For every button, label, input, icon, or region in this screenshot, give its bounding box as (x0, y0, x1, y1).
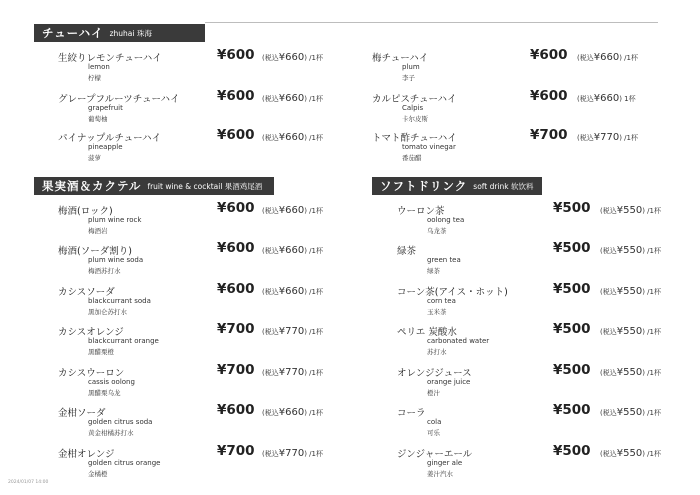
tax-label: (税込 (600, 450, 617, 458)
item-price: ¥700 (217, 443, 255, 459)
tax-amount: ¥550 (616, 286, 643, 297)
tax-amount: ¥660 (593, 93, 620, 104)
item-english: pineapple (88, 143, 123, 151)
item-tax-price (577, 93, 636, 104)
item-tax-price (600, 286, 661, 297)
item-english: tomato vinegar (402, 143, 456, 151)
item-tax-price (600, 245, 661, 256)
tax-suffix: ) 1杯 (619, 95, 636, 103)
tax-label: (税込 (262, 328, 279, 336)
item-name: ジンジャーエール (397, 449, 473, 460)
tax-amount: ¥660 (278, 245, 305, 256)
top-rule (205, 22, 658, 23)
item-price: ¥500 (553, 321, 591, 337)
item-tax-price (262, 93, 323, 104)
tax-label: (税込 (262, 95, 279, 103)
item-english: plum wine rock (88, 216, 142, 224)
section-header-fruit-wine (34, 177, 274, 195)
item-english: blackcurrant soda (88, 297, 151, 305)
item-name: 梅酒(ソーダ割り) (58, 246, 132, 257)
menu-item (58, 47, 358, 84)
tax-suffix: ) /1杯 (642, 207, 661, 215)
tax-amount: ¥660 (278, 407, 305, 418)
section-subtitle: zhuhai 珠海 (109, 28, 152, 38)
tax-amount: ¥550 (616, 245, 643, 256)
item-chinese: 金橘橙 (88, 470, 108, 478)
item-price: ¥700 (530, 127, 568, 143)
tax-amount: ¥660 (278, 52, 305, 63)
tax-amount: ¥550 (616, 326, 643, 337)
item-price: ¥600 (217, 127, 255, 143)
item-tax-price (262, 205, 323, 216)
item-chinese: 菠萝 (88, 154, 101, 162)
item-chinese: 梅酒岩 (88, 227, 108, 235)
item-name: コーン茶(アイス・ホット) (397, 287, 508, 298)
item-name: カルピスチューハイ (372, 94, 457, 105)
item-price: ¥600 (530, 47, 568, 63)
item-english: plum (402, 63, 420, 71)
tax-amount: ¥660 (278, 132, 305, 143)
item-price: ¥500 (553, 443, 591, 459)
section-subtitle: fruit wine & cocktail 果酒鸡尾酒 (147, 181, 263, 191)
tax-label: (税込 (600, 207, 617, 215)
menu-item (58, 281, 358, 318)
tax-suffix: ) /1杯 (304, 409, 323, 417)
menu-item (58, 321, 358, 358)
tax-label: (税込 (262, 207, 279, 215)
item-tax-price (600, 407, 661, 418)
item-price: ¥500 (553, 281, 591, 297)
item-chinese: 黑醋栗乌龙 (88, 389, 121, 397)
item-price: ¥600 (217, 281, 255, 297)
item-tax-price (262, 286, 323, 297)
tax-amount: ¥770 (278, 367, 305, 378)
item-chinese: 柠檬 (88, 74, 101, 82)
item-chinese: 黑加仑苏打水 (88, 308, 127, 316)
tax-suffix: ) /1杯 (304, 450, 323, 458)
tax-amount: ¥660 (278, 286, 305, 297)
item-tax-price (262, 132, 323, 143)
item-price: ¥500 (553, 402, 591, 418)
item-chinese: 玉米茶 (427, 308, 447, 316)
tax-suffix: ) /1杯 (642, 288, 661, 296)
tax-label: (税込 (577, 95, 594, 103)
item-english: carbonated water (427, 337, 490, 345)
item-name: ウーロン茶 (397, 206, 445, 217)
section-title: ソフトドリンク (380, 179, 468, 193)
section-header-soft-drink (372, 177, 542, 195)
tax-suffix: ) /1杯 (619, 134, 638, 142)
item-english: golden citrus orange (88, 459, 161, 467)
item-tax-price (600, 367, 661, 378)
item-english: golden citrus soda (88, 418, 153, 426)
tax-label: (税込 (262, 450, 279, 458)
menu-item (58, 127, 358, 164)
item-name: ペリエ 炭酸水 (397, 327, 457, 338)
item-name: 生絞りレモンチューハイ (58, 53, 162, 64)
item-tax-price (262, 52, 323, 63)
item-chinese: 姜汁汽水 (427, 470, 453, 478)
item-english: green tea (427, 256, 461, 264)
item-name: コーラ (397, 408, 426, 419)
item-english: oolong tea (427, 216, 465, 224)
item-chinese: 可乐 (427, 429, 440, 437)
menu-item (397, 200, 697, 237)
item-tax-price (262, 245, 323, 256)
item-price: ¥600 (217, 200, 255, 216)
tax-amount: ¥660 (278, 93, 305, 104)
section-header-chuhai (34, 24, 205, 42)
item-english: blackcurrant orange (88, 337, 159, 345)
item-tax-price (577, 132, 638, 143)
item-name: 梅チューハイ (372, 53, 429, 64)
item-chinese: 绿茶 (427, 267, 440, 275)
item-tax-price (262, 326, 323, 337)
item-chinese: 苏打水 (427, 348, 447, 356)
menu-item (397, 240, 697, 277)
item-tax-price (262, 448, 323, 459)
tax-label: (税込 (262, 134, 279, 142)
tax-amount: ¥550 (616, 367, 643, 378)
item-chinese: 乌龙茶 (427, 227, 447, 235)
tax-suffix: ) /1杯 (304, 328, 323, 336)
item-chinese: 卡尔皮斯 (402, 115, 428, 123)
footnote: 2024/01/07 14:00 (8, 480, 49, 485)
item-name: 梅酒(ロック) (58, 206, 113, 217)
tax-amount: ¥660 (593, 52, 620, 63)
item-price: ¥500 (553, 240, 591, 256)
item-name: カシスオレンジ (58, 327, 124, 338)
item-chinese: 黄金柑橘苏打水 (88, 429, 134, 437)
tax-label: (税込 (262, 369, 279, 377)
item-price: ¥600 (217, 88, 255, 104)
item-price: ¥500 (553, 362, 591, 378)
tax-amount: ¥660 (278, 205, 305, 216)
tax-suffix: ) /1杯 (642, 450, 661, 458)
menu-item (58, 402, 358, 439)
menu-item (397, 281, 697, 318)
item-english: lemon (88, 63, 110, 71)
tax-label: (税込 (600, 409, 617, 417)
tax-suffix: ) /1杯 (304, 134, 323, 142)
item-name: グレープフルーツチューハイ (58, 94, 180, 105)
item-price: ¥600 (217, 47, 255, 63)
item-price: ¥700 (217, 362, 255, 378)
item-chinese: 橙汁 (427, 389, 440, 397)
menu-item (397, 321, 697, 358)
tax-amount: ¥550 (616, 407, 643, 418)
tax-amount: ¥550 (616, 205, 643, 216)
item-tax-price (262, 407, 323, 418)
item-price: ¥500 (553, 200, 591, 216)
menu-item (372, 47, 672, 84)
tax-suffix: ) /1杯 (304, 247, 323, 255)
tax-amount: ¥770 (278, 448, 305, 459)
menu-item (397, 402, 697, 439)
tax-label: (税込 (600, 247, 617, 255)
item-name: 金柑オレンジ (58, 449, 115, 460)
menu-item (58, 443, 358, 480)
item-price: ¥600 (530, 88, 568, 104)
tax-suffix: ) /1杯 (619, 54, 638, 62)
tax-label: (税込 (262, 247, 279, 255)
item-tax-price (577, 52, 638, 63)
item-english: grapefruit (88, 104, 123, 112)
menu-item (58, 240, 358, 277)
menu-item (372, 127, 672, 164)
tax-amount: ¥770 (593, 132, 620, 143)
tax-suffix: ) /1杯 (304, 369, 323, 377)
tax-suffix: ) /1杯 (642, 328, 661, 336)
item-tax-price (600, 205, 661, 216)
tax-label: (税込 (600, 288, 617, 296)
item-chinese: 李子 (402, 74, 415, 82)
tax-label: (税込 (262, 54, 279, 62)
tax-label: (税込 (262, 409, 279, 417)
tax-label: (税込 (577, 134, 594, 142)
item-english: cassis oolong (88, 378, 135, 386)
tax-suffix: ) /1杯 (304, 207, 323, 215)
item-english: orange juice (427, 378, 471, 386)
item-tax-price (600, 326, 661, 337)
item-name: パイナップルチューハイ (58, 133, 162, 144)
tax-suffix: ) /1杯 (642, 369, 661, 377)
section-title: 果実酒＆カクテル (42, 179, 142, 193)
item-name: オレンジジュース (397, 368, 472, 379)
item-chinese: 梅酒苏打水 (88, 267, 121, 275)
item-name: カシスソーダ (58, 287, 115, 298)
menu-item (397, 362, 697, 399)
item-price: ¥700 (217, 321, 255, 337)
item-chinese: 番茄醋 (402, 154, 422, 162)
item-english: Calpis (402, 104, 424, 112)
tax-amount: ¥550 (616, 448, 643, 459)
item-name: 緑茶 (397, 246, 417, 257)
section-title: チューハイ (42, 26, 104, 40)
tax-label: (税込 (600, 328, 617, 336)
tax-suffix: ) /1杯 (642, 409, 661, 417)
tax-label: (税込 (577, 54, 594, 62)
menu-item (58, 362, 358, 399)
item-chinese: 葡萄柚 (88, 115, 108, 123)
item-name: カシスウーロン (58, 368, 125, 379)
item-price: ¥600 (217, 240, 255, 256)
menu-item (58, 88, 358, 125)
item-english: cola (427, 418, 442, 426)
item-english: ginger ale (427, 459, 463, 467)
menu-item (372, 88, 672, 125)
item-english: plum wine soda (88, 256, 144, 264)
item-chinese: 黑醋栗橙 (88, 348, 114, 356)
item-tax-price (262, 367, 323, 378)
tax-suffix: ) /1杯 (304, 288, 323, 296)
tax-suffix: ) /1杯 (642, 247, 661, 255)
menu-item (58, 200, 358, 237)
tax-label: (税込 (600, 369, 617, 377)
item-tax-price (600, 448, 661, 459)
item-price: ¥600 (217, 402, 255, 418)
tax-label: (税込 (262, 288, 279, 296)
section-subtitle: soft drink 软饮料 (473, 181, 534, 191)
menu-item (397, 443, 697, 480)
item-name: トマト酢チューハイ (372, 133, 457, 144)
item-english: corn tea (427, 297, 456, 305)
tax-suffix: ) /1杯 (304, 95, 323, 103)
tax-amount: ¥770 (278, 326, 305, 337)
tax-suffix: ) /1杯 (304, 54, 323, 62)
item-name: 金柑ソーダ (58, 408, 106, 419)
